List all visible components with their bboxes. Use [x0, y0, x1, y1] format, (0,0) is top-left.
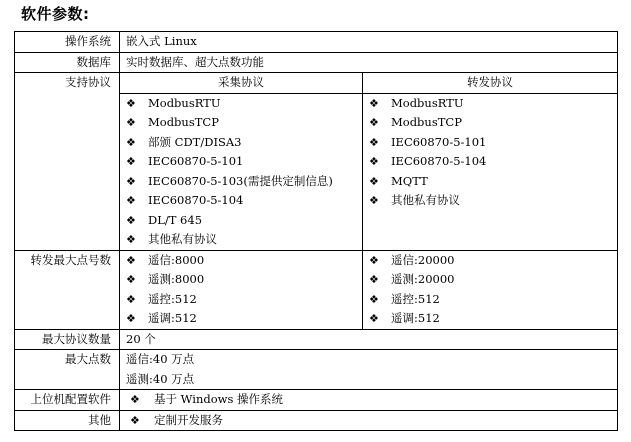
bullet-icon: ❖ [126, 135, 136, 149]
row-other [15, 410, 618, 431]
row-max-forward [15, 250, 618, 329]
bullet-icon: ❖ [369, 312, 379, 325]
protocol-label: 支持协议 [15, 73, 120, 251]
bullet-icon: ❖ [126, 253, 136, 267]
bullet-icon: ❖ [126, 273, 136, 286]
list-item: ❖ 其他私有协议 [363, 191, 617, 211]
list-item: ❖ IEC60870-5-101 [363, 133, 617, 153]
row-config-software [15, 390, 618, 411]
db-label: 数据库 [15, 52, 120, 73]
list-item: ❖ 部颁 CDT/DISA3 [120, 133, 362, 153]
bullet-icon: ❖ [126, 292, 136, 306]
list-item: ❖ 遥调:512 [120, 309, 362, 329]
os-label: 操作系统 [15, 32, 120, 53]
other-label: 其他 [15, 410, 120, 431]
config-software-value [120, 390, 618, 411]
row-max-protocols [15, 329, 618, 350]
bullet-icon: ❖ [126, 155, 136, 168]
config-software-label: 上位机配置软件 [15, 390, 120, 411]
list-item: ❖ 基于 Windows 操作系统 [120, 390, 617, 410]
list-item: ❖ ModbusTCP [120, 113, 362, 133]
max-protocols-value: 20 个 [120, 329, 618, 350]
list-item: ❖ 遥测:20000 [363, 270, 617, 290]
db-value: 实时数据库、超大点数功能 [120, 52, 618, 73]
list-item: ❖ IEC60870-5-101 [120, 152, 362, 172]
collect-protocol-header: 采集协议 [120, 73, 363, 94]
section-heading: 软件参数: [21, 5, 90, 23]
max-points-values [120, 350, 618, 390]
bullet-icon: ❖ [369, 253, 379, 267]
forward-protocol-header: 转发协议 [363, 73, 618, 94]
list-item: ❖ 遥调:512 [363, 309, 617, 329]
os-value: 嵌入式 Linux [120, 32, 618, 53]
bullet-icon: ❖ [130, 393, 140, 406]
bullet-icon: ❖ [369, 174, 379, 188]
bullet-icon: ❖ [126, 194, 136, 207]
max-forward-left [120, 250, 363, 329]
bullet-icon: ❖ [369, 292, 379, 306]
bullet-icon: ❖ [130, 413, 140, 427]
bullet-icon: ❖ [126, 116, 136, 129]
software-params-table [14, 31, 618, 431]
bullet-icon: ❖ [369, 155, 379, 168]
row-max-points [15, 350, 618, 390]
max-protocols-label: 最大协议数量 [15, 329, 120, 350]
collect-protocol-list [120, 93, 363, 250]
list-item: ❖ ModbusRTU [363, 94, 617, 114]
list-item: 遥测:40 万点 [126, 371, 195, 386]
other-value [120, 410, 618, 431]
list-item: ❖ IEC60870-5-103(需提供定制信息) [120, 172, 362, 192]
max-forward-label: 转发最大点号数 [15, 250, 120, 329]
list-item: ❖ 遥控:512 [363, 290, 617, 310]
bullet-icon: ❖ [126, 312, 136, 325]
bullet-icon: ❖ [369, 96, 379, 110]
bullet-icon: ❖ [369, 116, 379, 129]
list-item: ❖ DL/T 645 [120, 211, 362, 231]
list-item: 遥信:40 万点 [126, 352, 195, 366]
row-db [15, 52, 618, 73]
bullet-icon: ❖ [369, 273, 379, 286]
row-protocol-header [15, 73, 618, 94]
list-item: ❖ ModbusTCP [363, 113, 617, 133]
list-item: ❖ MQTT [363, 172, 617, 192]
bullet-icon: ❖ [126, 213, 136, 227]
list-item: ❖ 遥控:512 [120, 290, 362, 310]
list-item: ❖ 遥信:8000 [120, 251, 362, 271]
list-item: ❖ ModbusRTU [120, 94, 362, 114]
bullet-icon: ❖ [126, 96, 136, 110]
bullet-icon: ❖ [369, 194, 379, 207]
bullet-icon: ❖ [126, 174, 136, 188]
list-item: ❖ 其他私有协议 [120, 230, 362, 250]
list-item: ❖ IEC60870-5-104 [120, 191, 362, 211]
list-item: ❖ 遥信:20000 [363, 251, 617, 271]
list-item: ❖ 定制开发服务 [120, 411, 617, 431]
row-os [15, 32, 618, 53]
max-points-label: 最大点数 [15, 350, 120, 390]
list-item: ❖ 遥测:8000 [120, 270, 362, 290]
forward-protocol-list [363, 93, 618, 250]
max-forward-right [363, 250, 618, 329]
list-item: ❖ IEC60870-5-104 [363, 152, 617, 172]
bullet-icon: ❖ [369, 135, 379, 149]
bullet-icon: ❖ [126, 233, 136, 246]
